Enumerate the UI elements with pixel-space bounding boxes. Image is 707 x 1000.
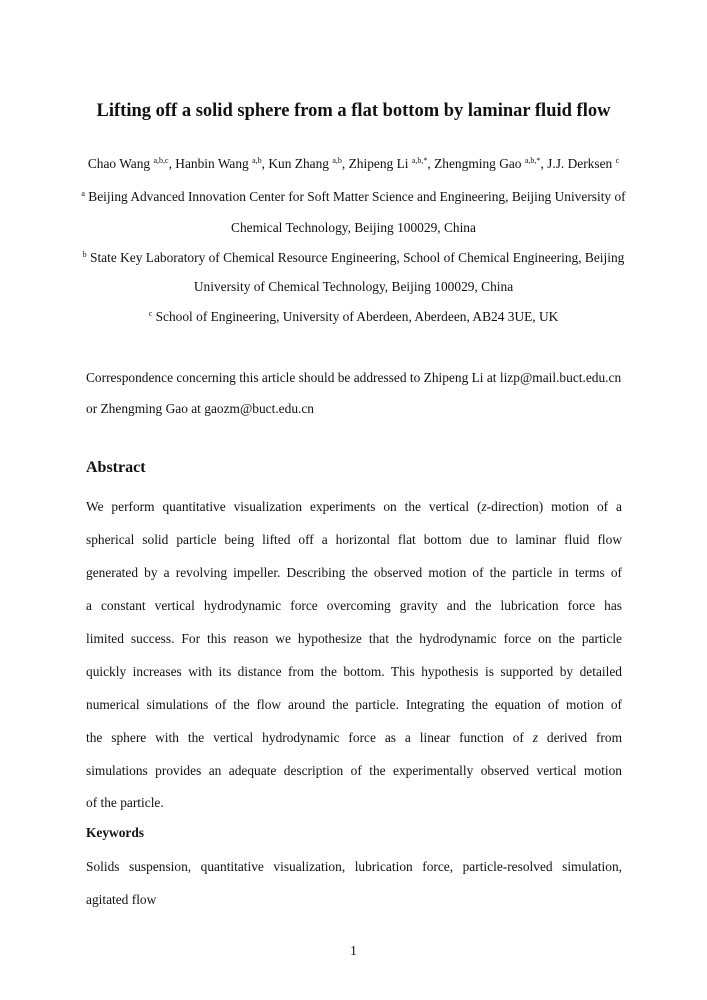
author: J.J. Derksen $^c$ [547,156,620,171]
paper-title: Lifting off a solid sphere from a flat bottom by laminar fluid flow [96,101,611,121]
abstract-line: generated by a revolving impeller. Describing the observed motion of the particle in terms of [86,565,622,580]
abstract-line: a constant vertical hydrodynamic force overcoming gravity and the lubrication force has [86,598,622,613]
abstract-line: numerical simulations of the flow around the particle. Integrating the equation of motion of [86,697,622,712]
affiliation-b: $^b$ State Key Laboratory of Chemical Resource Engineering, School of Chemical Engineering, Beijing [82,250,625,265]
keywords-line: Solids suspension, quantitative visualization, lubrication force, particle-resolved simulation, [86,859,622,874]
correspondence-line: or Zhengming Gao at gaozm@buct.edu.cn [86,401,315,416]
author: Hanbin Wang $^{a,b}$, [175,156,269,171]
affiliation-a-cont: Chemical Technology, Beijing 100029, China [231,220,476,235]
author: Zhengming Gao $^{a,b,*}$, [434,156,548,171]
keywords-heading: Keywords [86,825,145,840]
correspondence-line: Correspondence concerning this article should be addressed to Zhipeng Li at lizp@mail.buct.edu.cn [86,370,622,385]
abstract-line: We perform quantitative visualization experiments on the vertical (z-direction) motion of a [86,499,622,514]
abstract-line: of the particle. [86,795,164,810]
author: Chao Wang $^{a,b,c}$, [87,156,176,171]
page-number: 1 [350,943,357,958]
author: Zhipeng Li $^{a,b,*}$, [348,156,435,171]
affiliation-b-cont: University of Chemical Technology, Beijing 100029, China [193,279,514,294]
affiliation-a: $^a$ Beijing Advanced Innovation Center for Soft Matter Science and Engineering, Beijing University of [81,189,626,204]
abstract-line: quickly increases with its distance from the bottom. This hypothesis is supported by detailed [86,664,622,679]
abstract-line: limited success. For this reason we hypothesize that the hydrodynamic force on the particle [86,631,622,646]
keywords-line: agitated flow [86,892,157,907]
author-list [0,155,707,172]
abstract-line: the sphere with the vertical hydrodynamic force as a linear function of z derived from [86,730,622,745]
author: Kun Zhang $^{a,b}$, [268,156,349,171]
affiliation-c: $^c$ School of Engineering, University of Aberdeen, Aberdeen, AB24 3UE, UK [148,309,559,324]
abstract-line: simulations provides an adequate description of the experimentally observed vertical motion [86,763,622,778]
abstract-line: spherical solid particle being lifted off a horizontal flat bottom due to laminar fluid flow [86,532,622,547]
abstract-heading: Abstract [86,459,146,476]
